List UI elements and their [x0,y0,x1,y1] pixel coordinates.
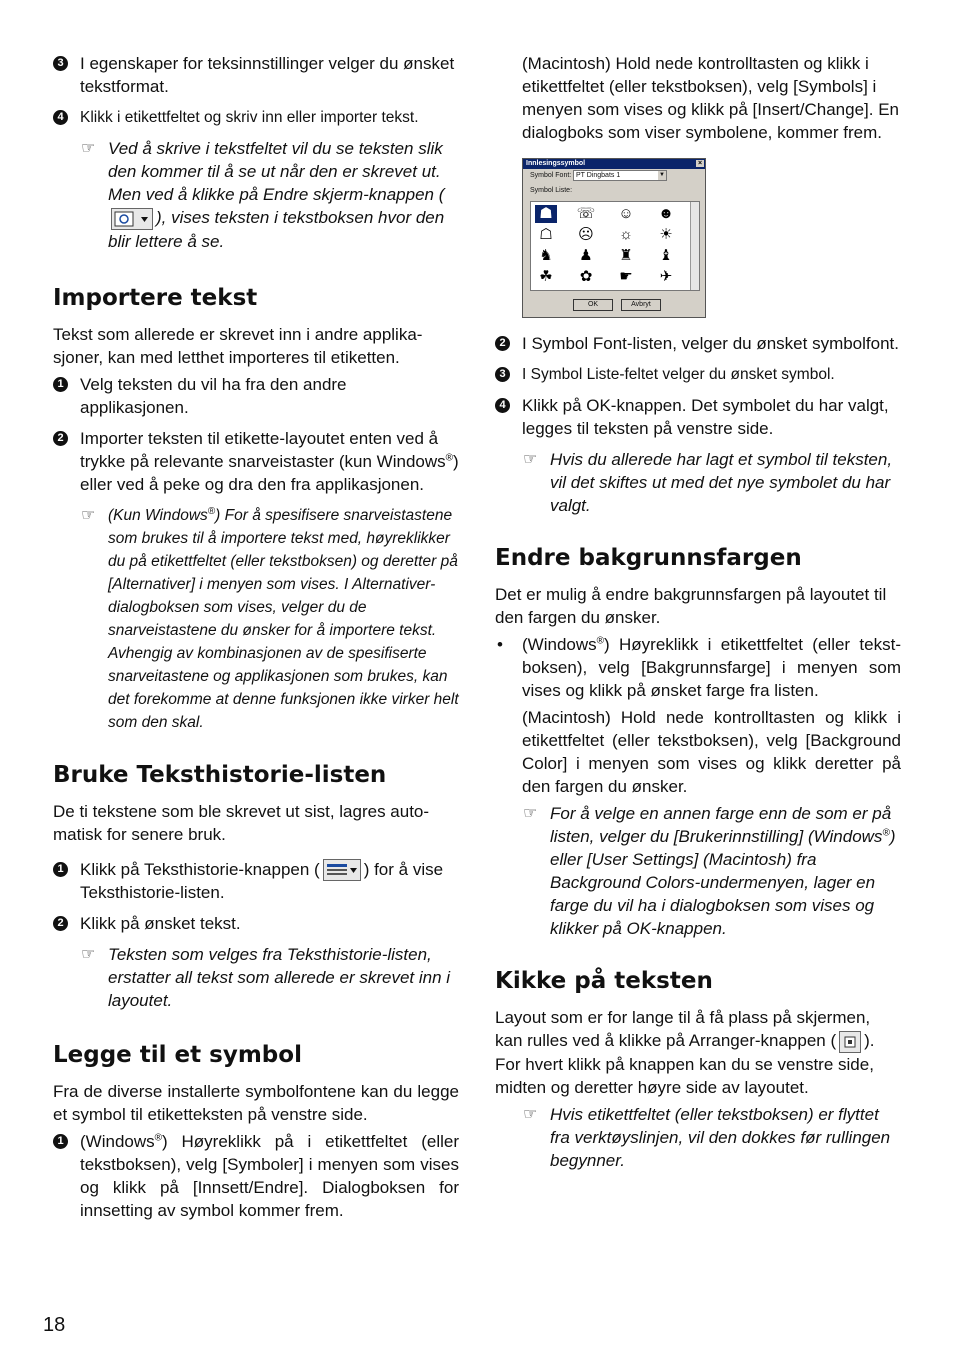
step-text: I Symbol Font-listen, velger du ønsket symbolfont. [522,334,899,353]
intro-text: De ti tekstene som ble skrevet ut sist, lagres auto-matisk for senere bruk. [53,801,430,844]
step-text: Klikk på OK-knappen. Det symbolet du har valgt, legges til teksten på venstre side. [522,396,889,438]
note: ☞ For å velge en annen farge enn de som er på listen, velger du [Brukerinnstilling] (Windows®) eller [User Settings] (Macintosh) fra Background Colors-undermenyen, lager en farge du vil ha i dialogboksen som vises og klikker på OK-knappen. [523,804,896,938]
font-label: Symbol Font: [530,172,572,179]
symbol-list[interactable] [530,201,700,291]
symbol-cell[interactable]: ✿ [579,268,593,285]
step-text: Klikk på Teksthistorie-knappen ( ) for å vise Teksthistorie-listen. [80,859,444,903]
symbol-cell[interactable]: ☺ [618,205,634,222]
step-1 [53,1130,459,1222]
symbol-dialog [522,158,706,318]
page-number: 18 [43,1314,66,1336]
step-2 [53,427,459,496]
pointing-hand-icon: ☞ [81,140,96,157]
arrange-button-icon [839,1031,861,1053]
list-label: Symbol Liste: [530,187,573,194]
step-3 [53,52,459,98]
step-number: 2 [53,916,68,931]
heading-teksthistorie: Bruke Teksthistorie-listen [53,761,387,788]
step-number: 1 [53,377,68,392]
mac-instructions: (Macintosh) Hold nede kontrolltasten og klikk i etikettfeltet (eller tekstboksen), velg [Background Color] i menyen som vises og klikk deretter på den fargen du ønsker. [522,708,901,796]
step-1 [53,373,459,419]
intro-text: Det er mulig å endre bakgrunnsfargen på layoutet til den fargen du ønsker. [495,585,887,627]
step-number: 3 [495,367,510,382]
step-number: 4 [53,110,68,125]
step-number: 1 [53,1134,68,1149]
symbol-cell[interactable]: ♞ [539,247,553,264]
step-text: I Symbol Liste-feltet velger du ønsket symbol. [522,366,835,383]
note: ☞ Teksten som velges fra Teksthistorie-listen, erstatter all tekst som allerede er skrevet inn i layoutet. [81,945,451,1011]
heading-importere: Importere tekst [53,284,258,311]
bullet-item: • (Windows®) Høyreklikk i etikettfeltet (eller tekst-boksen), velg [Bakgrunnsfarge] i menyen som vises og klikk på ønsket farge fra listen. [497,635,901,700]
mac-instructions: (Macintosh) Hold nede kontrolltasten og klikk i etikettfeltet (eller tekstboksen), velg [Symbols] i menyen som vises og klikk på [Insert/Change]. En dialogboks som viser symbolene, kommer frem. [522,54,900,142]
ok-button[interactable]: OK [573,299,613,311]
heading-bakgrunn: Endre bakgrunnsfargen [495,545,802,571]
symbol-cell[interactable]: ☗ [535,205,557,223]
symbol-cell[interactable]: ☹ [578,226,594,243]
step-1 [53,858,459,905]
step-2 [53,912,459,935]
text-history-button-icon [323,859,361,881]
symbol-cell[interactable]: ☖ [539,226,553,243]
symbol-cell[interactable]: ☏ [576,205,596,222]
step-text: Klikk i etikettfeltet og skriv inn eller importer tekst. [80,109,419,126]
step-number: 2 [495,336,510,351]
font-select[interactable]: PT Dingbats 1 ▼ [573,170,667,181]
intro-text: Layout som er for lange til å få plass på skjermen, kan rulles ved å klikke på Arranger-knappen ( ). For hvert klikk på knappen kan du se venstre side, midten og deretter høyre side av layoutet. [495,1008,875,1097]
step-text: Velg teksten du vil ha fra den andre applikasjonen. [80,374,347,417]
step-text: Klikk på ønsket tekst. [80,914,241,934]
dialog-title: Innlesingssymbol × [523,159,705,169]
symbol-cell[interactable]: ☻ [658,205,674,222]
change-screen-button-icon [111,208,153,230]
step-text: (Windows®) Høyreklikk på i etikettfeltet (eller tekstboksen), velg [Symboler] i menyen som vises og klikk på [Innsett/Endre]. Dialogboksen for innsetting av symbol kommer frem. [80,1132,459,1221]
heading-symbol: Legge til et symbol [53,1042,302,1069]
symbol-cell[interactable]: ♟ [579,247,593,264]
step-text: I egenskaper for teksinnstillinger velger du ønsket tekstformat. [80,54,455,96]
right-column [495,52,901,1178]
note-text: ), vises teksten i tekstboksen hvor den blir lettere å se. [108,208,445,251]
symbol-cell[interactable]: ☀ [659,226,673,243]
symbol-cell[interactable]: ☼ [619,226,633,243]
pointing-hand-icon: ☞ [523,1105,538,1123]
step-4 [495,394,901,440]
heading-kikke: Kikke på teksten [495,968,713,994]
pointing-hand-icon: ☞ [81,506,96,524]
step-number: 1 [53,862,68,877]
pointing-hand-icon: ☞ [523,805,538,822]
cancel-button[interactable]: Avbryt [621,299,661,311]
close-icon[interactable]: × [697,160,703,167]
bullet: • [497,635,503,654]
note [53,137,459,253]
step-number: 2 [53,431,68,446]
step-3 [495,363,901,386]
step-number: 3 [53,56,68,71]
note: ☞ Hvis du allerede har lagt et symbol til teksten, vil det skiftes ut med det nye symbolet du har valgt. [523,450,893,515]
note: ☞ (Kun Windows®) For å spesifisere snarveistastene som brukes til å importere tekst med, høyreklikker du på etikettfeltet (eller tekstboksen) og deretter på [Alternativer] i menyen som vises. I Alternativer-dialogboksen som vises, velger du de snarveistastene du ønsker for å importere tekst. Avhengig av kombinasjonen av de spesifiserte snarveitastene og applikasjonen som brukes, kan det forekomme at denne funksjonen ikke virker helt som den skal. [81,505,459,731]
intro-text: Fra de diverse installerte symbolfontene kan du legge et symbol til etiketteksten på venstre side. [53,1082,459,1125]
step-number: 4 [495,398,510,413]
step-2 [495,332,901,355]
left-column [53,52,459,1230]
pointing-hand-icon: ☞ [81,946,96,964]
intro-text: Tekst som allerede er skrevet inn i andre applika-sjoner, kan med letthet importeres til etiketten. [53,324,423,367]
symbol-cell[interactable]: ♝ [659,247,673,264]
note-text: Ved å skrive i tekstfeltet vil du se teksten slik den kommer til å se ut når den er skrevet ut. Men ved å klikke på Endre skjerm-knappen ( [108,139,445,204]
chevron-down-icon: ▼ [659,172,665,178]
step-4 [53,106,459,129]
symbol-cell[interactable]: ✈ [659,268,673,285]
symbol-cell[interactable]: ♜ [619,247,633,264]
step-text: Importer teksten til etikette-layoutet enten ved å trykke på relevante snarveistaster (kun Windows®) eller ved å peke og dra den fra applikasjonen. [80,428,459,494]
symbol-cell[interactable]: ☛ [619,268,633,285]
scrollbar[interactable] [690,202,699,290]
note: ☞ Hvis etikettfeltet (eller tekstboksen) er flyttet fra verktøyslinjen, vil den dokkes før rullingen begynner. [523,1104,891,1170]
symbol-cell[interactable]: ☘ [539,268,553,285]
pointing-hand-icon: ☞ [523,451,538,468]
